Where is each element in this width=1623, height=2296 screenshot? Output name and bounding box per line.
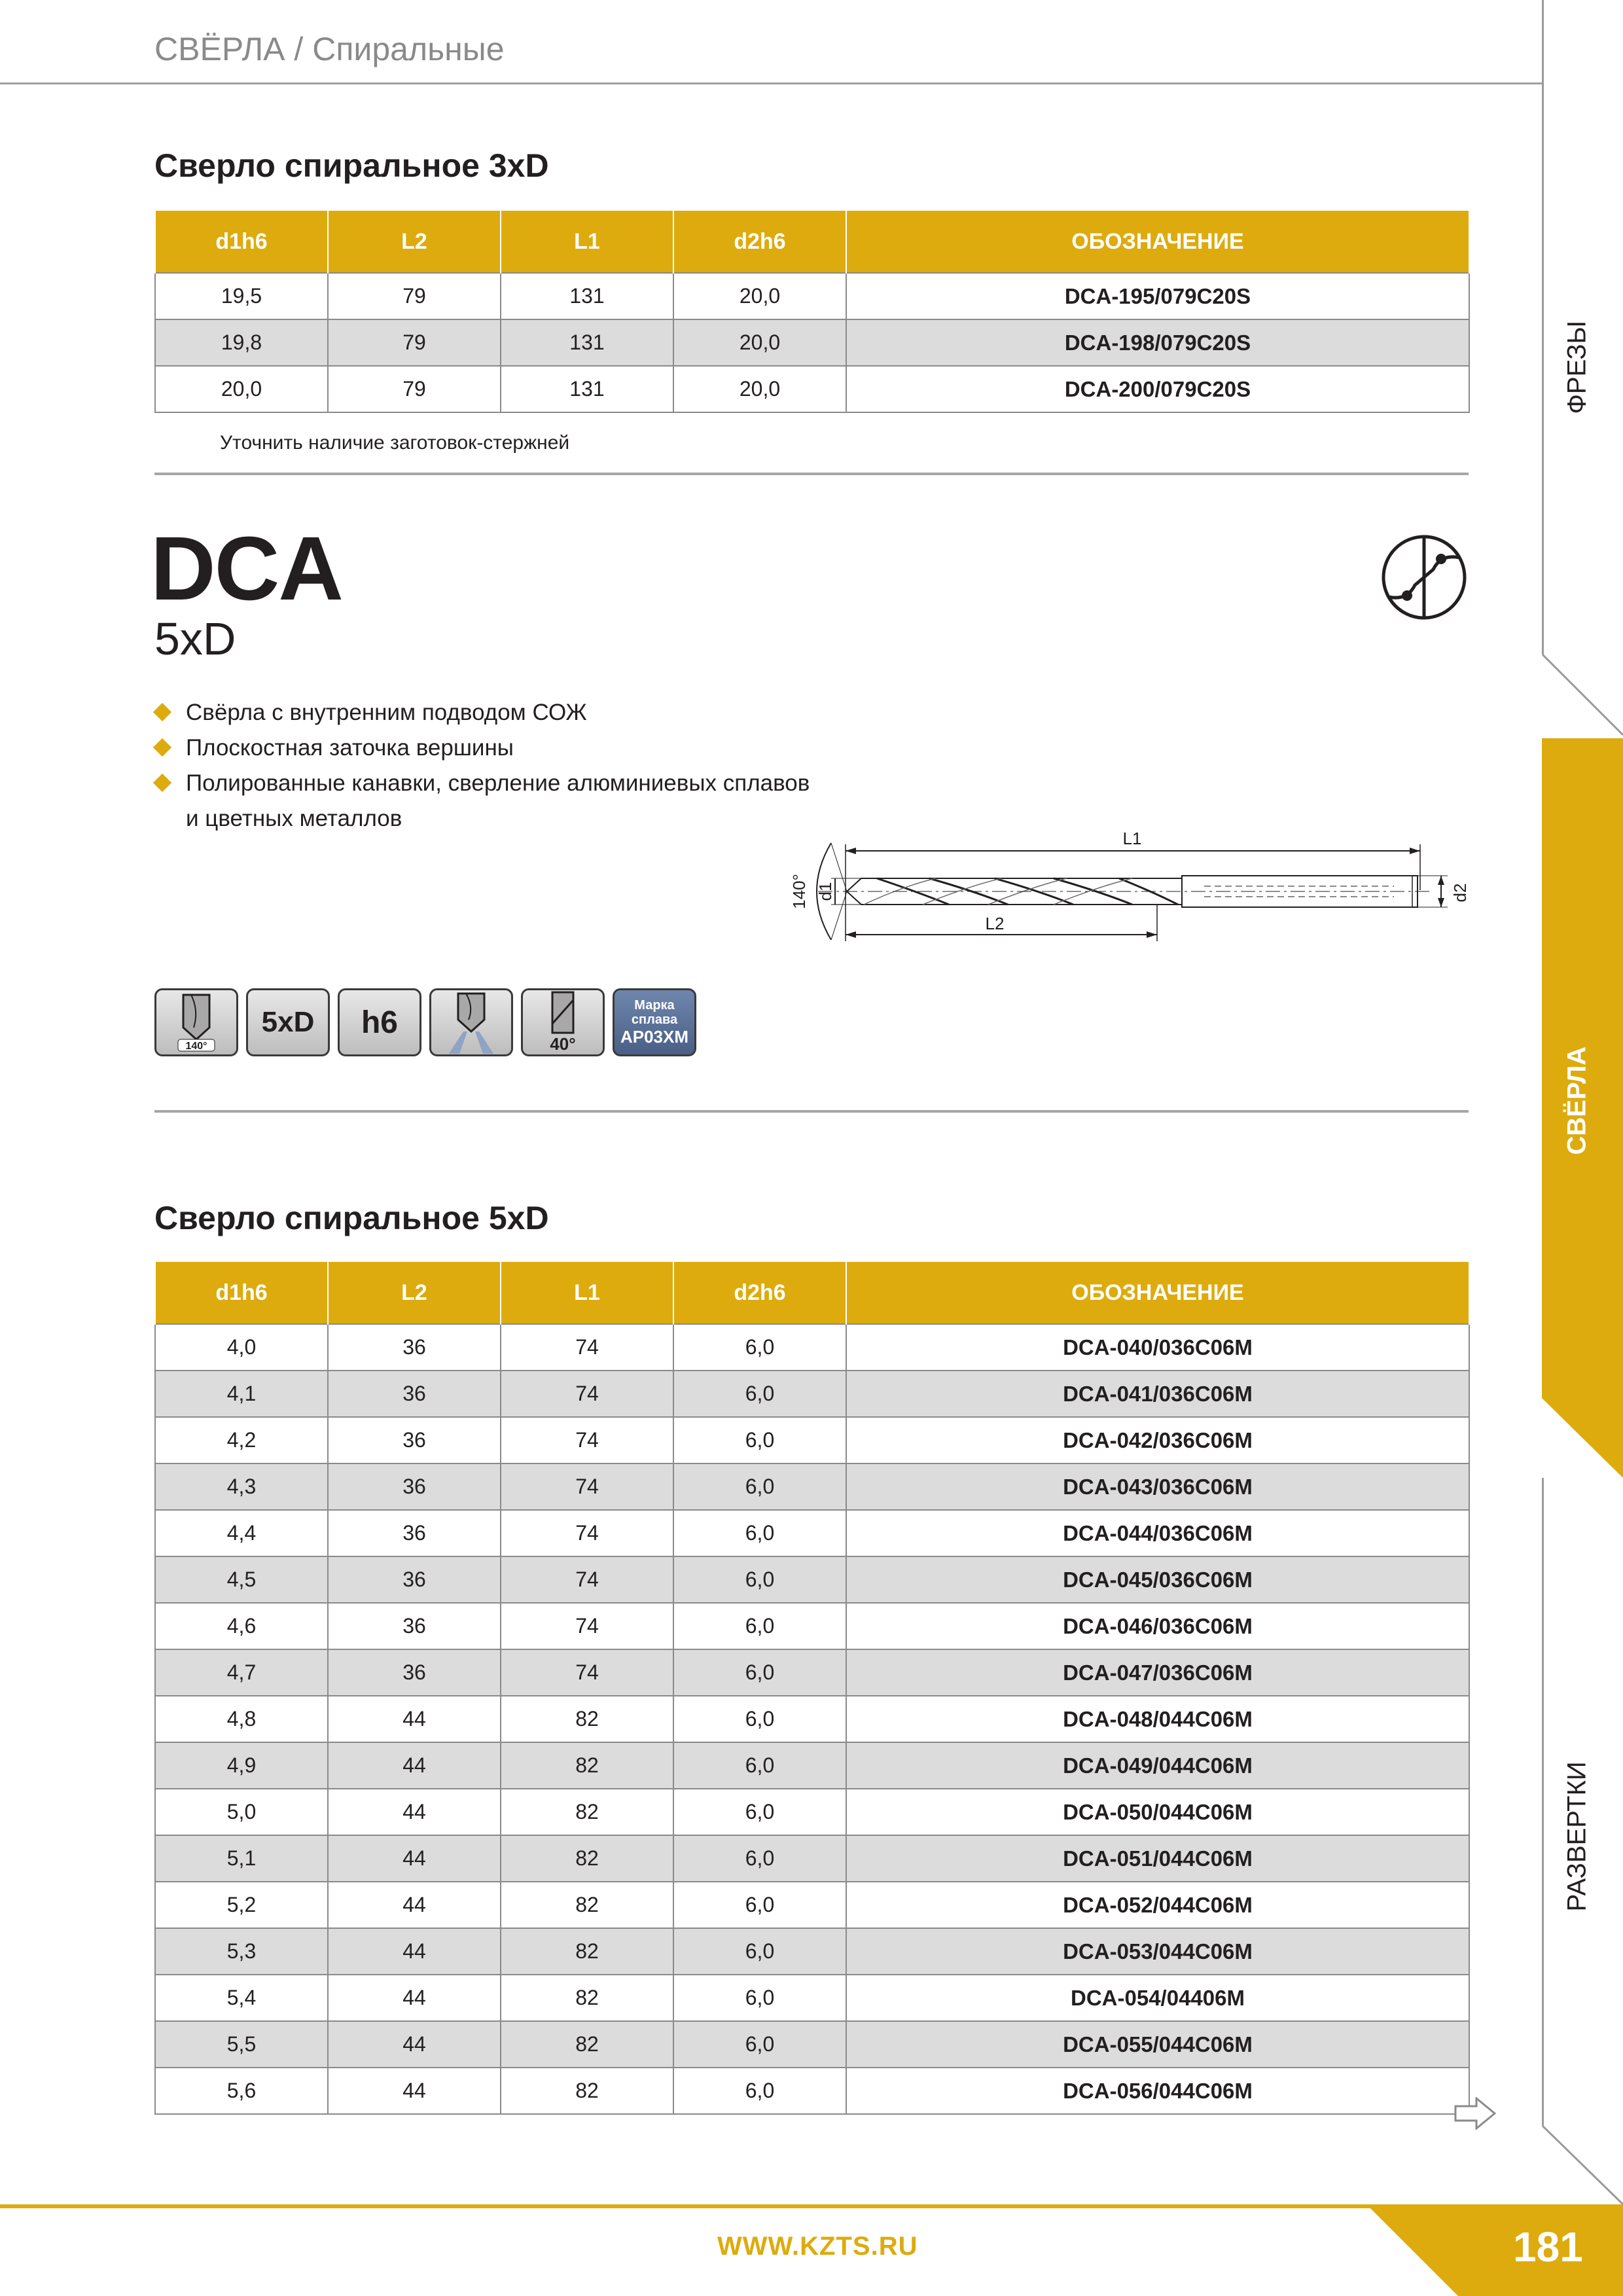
col-header-d2: d2h6 xyxy=(673,1262,846,1324)
table-row xyxy=(155,1835,1469,1882)
cell-designation: DCA-047/036C06M xyxy=(846,1649,1469,1696)
coolant-icon xyxy=(429,988,513,1056)
col-header-designation: ОБОЗНАЧЕНИЕ xyxy=(846,1262,1469,1324)
cell-l1: 82 xyxy=(501,2068,673,2114)
cell-d1: 5,0 xyxy=(155,1789,328,1835)
col-header-l2: L2 xyxy=(328,1262,501,1324)
table-row xyxy=(155,1882,1469,1928)
cell-l1: 82 xyxy=(501,1696,673,1742)
cell-l2: 44 xyxy=(328,2068,501,2114)
cell-l2: 44 xyxy=(328,1975,501,2021)
svg-text:40°: 40° xyxy=(550,1034,576,1054)
alloy-grade-badge: Марка сплава АР03ХМ xyxy=(613,988,696,1056)
bullet-diamond-icon xyxy=(153,703,171,721)
bullet-diamond-icon xyxy=(153,774,171,792)
cell-designation: DCA-055/044C06M xyxy=(846,2021,1469,2068)
table-row xyxy=(155,1696,1469,1742)
cell-l2: 36 xyxy=(328,1463,501,1510)
cell-d2: 20,0 xyxy=(673,273,846,319)
cell-l2: 36 xyxy=(328,1649,501,1696)
cell-l1: 74 xyxy=(501,1510,673,1556)
cell-d1: 19,8 xyxy=(155,319,328,366)
cell-designation: DCA-200/079C20S xyxy=(846,366,1469,412)
cell-d2: 6,0 xyxy=(673,2021,846,2068)
feature-item: Полированные канавки, сверление алюминиевых сплавов xyxy=(154,766,810,801)
cell-designation: DCA-044/036C06M xyxy=(846,1510,1469,1556)
cell-d2: 6,0 xyxy=(673,1928,846,1975)
section-divider xyxy=(154,1110,1469,1113)
cell-d1: 5,3 xyxy=(155,1928,328,1975)
cell-d1: 4,5 xyxy=(155,1556,328,1603)
page-number-tab xyxy=(1366,2204,1623,2296)
table-5xd-title: Сверло спиральное 5xD xyxy=(154,1200,549,1236)
side-tab-drills[interactable]: СВЁРЛА xyxy=(1562,1046,1592,1155)
cell-designation: DCA-046/036C06M xyxy=(846,1603,1469,1649)
table-3xd xyxy=(154,211,1470,413)
cell-d2: 6,0 xyxy=(673,1324,846,1371)
side-tab-reamers[interactable]: РАЗВЕРТКИ xyxy=(1562,1761,1592,1912)
table-row xyxy=(155,1510,1469,1556)
cell-d1: 19,5 xyxy=(155,273,328,319)
cell-l2: 36 xyxy=(328,1371,501,1417)
cell-l1: 74 xyxy=(501,1371,673,1417)
table-row xyxy=(155,1417,1469,1463)
cell-l2: 44 xyxy=(328,1882,501,1928)
cell-l2: 36 xyxy=(328,1603,501,1649)
cell-l2: 79 xyxy=(328,366,501,412)
table-row xyxy=(155,366,1469,412)
col-header-l2: L2 xyxy=(328,211,501,273)
dim-l2-label: L2 xyxy=(985,914,1005,933)
cell-d1: 4,6 xyxy=(155,1603,328,1649)
col-header-l1: L1 xyxy=(501,1262,673,1324)
cell-designation: DCA-045/036C06M xyxy=(846,1556,1469,1603)
cell-d2: 20,0 xyxy=(673,366,846,412)
cell-d1: 4,8 xyxy=(155,1696,328,1742)
cell-l1: 131 xyxy=(501,273,673,319)
cell-designation: DCA-048/044C06M xyxy=(846,1696,1469,1742)
table-row xyxy=(155,2021,1469,2068)
cell-d2: 6,0 xyxy=(673,1510,846,1556)
table-row xyxy=(155,319,1469,366)
cell-l2: 44 xyxy=(328,1835,501,1882)
cell-l1: 82 xyxy=(501,1789,673,1835)
cell-designation: DCA-198/079C20S xyxy=(846,319,1469,366)
table-row xyxy=(155,1463,1469,1510)
cell-l1: 82 xyxy=(501,1835,673,1882)
cell-d1: 4,7 xyxy=(155,1649,328,1696)
cell-d2: 6,0 xyxy=(673,1742,846,1789)
cell-designation: DCA-042/036C06M xyxy=(846,1417,1469,1463)
cell-designation: DCA-056/044C06M xyxy=(846,2068,1469,2114)
cell-designation: DCA-040/036C06M xyxy=(846,1324,1469,1371)
cell-designation: DCA-050/044C06M xyxy=(846,1789,1469,1835)
cell-d1: 4,0 xyxy=(155,1324,328,1371)
cell-d2: 6,0 xyxy=(673,1649,846,1696)
footer-website-link[interactable]: WWW.KZTS.RU xyxy=(717,2232,918,2261)
cell-d2: 6,0 xyxy=(673,1463,846,1510)
col-header-d1: d1h6 xyxy=(155,211,328,273)
col-header-l1: L1 xyxy=(501,211,673,273)
dim-l1-label: L1 xyxy=(1122,829,1142,848)
svg-text:140°: 140° xyxy=(185,1041,207,1052)
table-row xyxy=(155,1603,1469,1649)
cell-designation: DCA-049/044C06M xyxy=(846,1742,1469,1789)
table-row xyxy=(155,2068,1469,2114)
cell-designation: DCA-041/036C06M xyxy=(846,1371,1469,1417)
feature-item: Свёрла с внутренним подводом СОЖ xyxy=(154,695,810,730)
cell-designation: DCA-043/036C06M xyxy=(846,1463,1469,1510)
cell-d1: 4,2 xyxy=(155,1417,328,1463)
cell-d2: 6,0 xyxy=(673,1556,846,1603)
cell-d2: 6,0 xyxy=(673,1371,846,1417)
feature-item-continuation: и цветных металлов xyxy=(186,806,402,831)
cell-d1: 20,0 xyxy=(155,366,328,412)
tolerance-h6-icon: h6 xyxy=(338,988,421,1056)
header-title: СВЁРЛА / Спиральные xyxy=(154,31,505,67)
dim-angle-label: 140° xyxy=(789,874,809,909)
section-divider xyxy=(154,473,1469,475)
cell-d2: 6,0 xyxy=(673,1975,846,2021)
cell-d1: 4,9 xyxy=(155,1742,328,1789)
table-row xyxy=(155,1928,1469,1975)
cell-l1: 131 xyxy=(501,319,673,366)
cell-designation: DCA-054/04406M xyxy=(846,1975,1469,2021)
cell-d1: 4,3 xyxy=(155,1463,328,1510)
col-header-d1: d1h6 xyxy=(155,1262,328,1324)
side-tab-notch-bottom xyxy=(1542,2126,1623,2207)
cell-l2: 44 xyxy=(328,2021,501,2068)
side-tab-notch-top xyxy=(1542,655,1623,740)
cell-l1: 82 xyxy=(501,1882,673,1928)
cell-l2: 36 xyxy=(328,1417,501,1463)
cell-l2: 36 xyxy=(328,1510,501,1556)
feature-list xyxy=(154,695,810,836)
cell-d2: 6,0 xyxy=(673,1603,846,1649)
cell-l1: 82 xyxy=(501,1975,673,2021)
table-row xyxy=(155,1556,1469,1603)
point-angle-icon xyxy=(154,988,238,1056)
cell-d2: 6,0 xyxy=(673,1789,846,1835)
cell-l1: 131 xyxy=(501,366,673,412)
table-header-row xyxy=(155,1262,1469,1324)
table-row xyxy=(155,1371,1469,1417)
table-row xyxy=(155,273,1469,319)
drill-cross-section-icon xyxy=(1378,531,1470,623)
table-row xyxy=(155,1324,1469,1371)
cell-d1: 4,4 xyxy=(155,1510,328,1556)
product-subtitle: 5xD xyxy=(154,613,236,664)
cell-l2: 44 xyxy=(328,1696,501,1742)
continue-arrow-icon[interactable] xyxy=(1454,2097,1496,2130)
page-number: 181 xyxy=(1513,2223,1583,2270)
table-3xd-title: Сверло спиральное 3xD xyxy=(154,147,549,184)
side-border-top xyxy=(1542,0,1544,655)
cell-l1: 82 xyxy=(501,1928,673,1975)
cell-d1: 5,2 xyxy=(155,1882,328,1928)
cell-l1: 74 xyxy=(501,1603,673,1649)
dim-d1-label: d1 xyxy=(815,882,835,901)
cell-d2: 6,0 xyxy=(673,1696,846,1742)
dim-d2-label: d2 xyxy=(1450,883,1470,903)
availability-note: Уточнить наличие заготовок-стержней xyxy=(220,432,570,454)
cell-d1: 5,5 xyxy=(155,2021,328,2068)
cell-d2: 20,0 xyxy=(673,319,846,366)
col-header-designation: ОБОЗНАЧЕНИЕ xyxy=(846,211,1469,273)
cell-l1: 74 xyxy=(501,1324,673,1371)
header-divider xyxy=(0,82,1542,84)
cell-l2: 44 xyxy=(328,1742,501,1789)
cell-l2: 36 xyxy=(328,1324,501,1371)
cell-l2: 44 xyxy=(328,1928,501,1975)
feature-item: Плоскостная заточка вершины xyxy=(154,730,810,766)
cell-d1: 5,1 xyxy=(155,1835,328,1882)
table-row xyxy=(155,1975,1469,2021)
table-header-row xyxy=(155,211,1469,273)
cell-designation: DCA-052/044C06M xyxy=(846,1882,1469,1928)
cell-l1: 82 xyxy=(501,2021,673,2068)
cell-l1: 74 xyxy=(501,1463,673,1510)
col-header-d2: d2h6 xyxy=(673,211,846,273)
cell-d2: 6,0 xyxy=(673,2068,846,2114)
cell-designation: DCA-195/079C20S xyxy=(846,273,1469,319)
cell-l2: 79 xyxy=(328,319,501,366)
cell-d1: 4,1 xyxy=(155,1371,328,1417)
table-row xyxy=(155,1649,1469,1696)
table-5xd xyxy=(154,1262,1470,2115)
cell-l1: 74 xyxy=(501,1417,673,1463)
cell-l1: 74 xyxy=(501,1649,673,1696)
cell-l2: 36 xyxy=(328,1556,501,1603)
bullet-diamond-icon xyxy=(153,738,171,757)
cell-l1: 74 xyxy=(501,1556,673,1603)
cell-d2: 6,0 xyxy=(673,1882,846,1928)
drill-diagram xyxy=(779,818,1479,956)
side-tab-mills[interactable]: ФРЕЗЫ xyxy=(1562,321,1592,414)
cell-d1: 5,6 xyxy=(155,2068,328,2114)
helix-angle-icon xyxy=(521,988,605,1056)
cell-designation: DCA-053/044C06M xyxy=(846,1928,1469,1975)
cell-l1: 82 xyxy=(501,1742,673,1789)
length-5xd-icon: 5xD xyxy=(246,988,330,1056)
cell-l2: 44 xyxy=(328,1789,501,1835)
cell-d2: 6,0 xyxy=(673,1835,846,1882)
cell-d2: 6,0 xyxy=(673,1417,846,1463)
cell-d1: 5,4 xyxy=(155,1975,328,2021)
table-row xyxy=(155,1789,1469,1835)
table-row xyxy=(155,1742,1469,1789)
product-name: DCA xyxy=(151,518,342,619)
side-border-bottom xyxy=(1542,1478,1544,2126)
cell-designation: DCA-051/044C06M xyxy=(846,1835,1469,1882)
cell-l2: 79 xyxy=(328,273,501,319)
